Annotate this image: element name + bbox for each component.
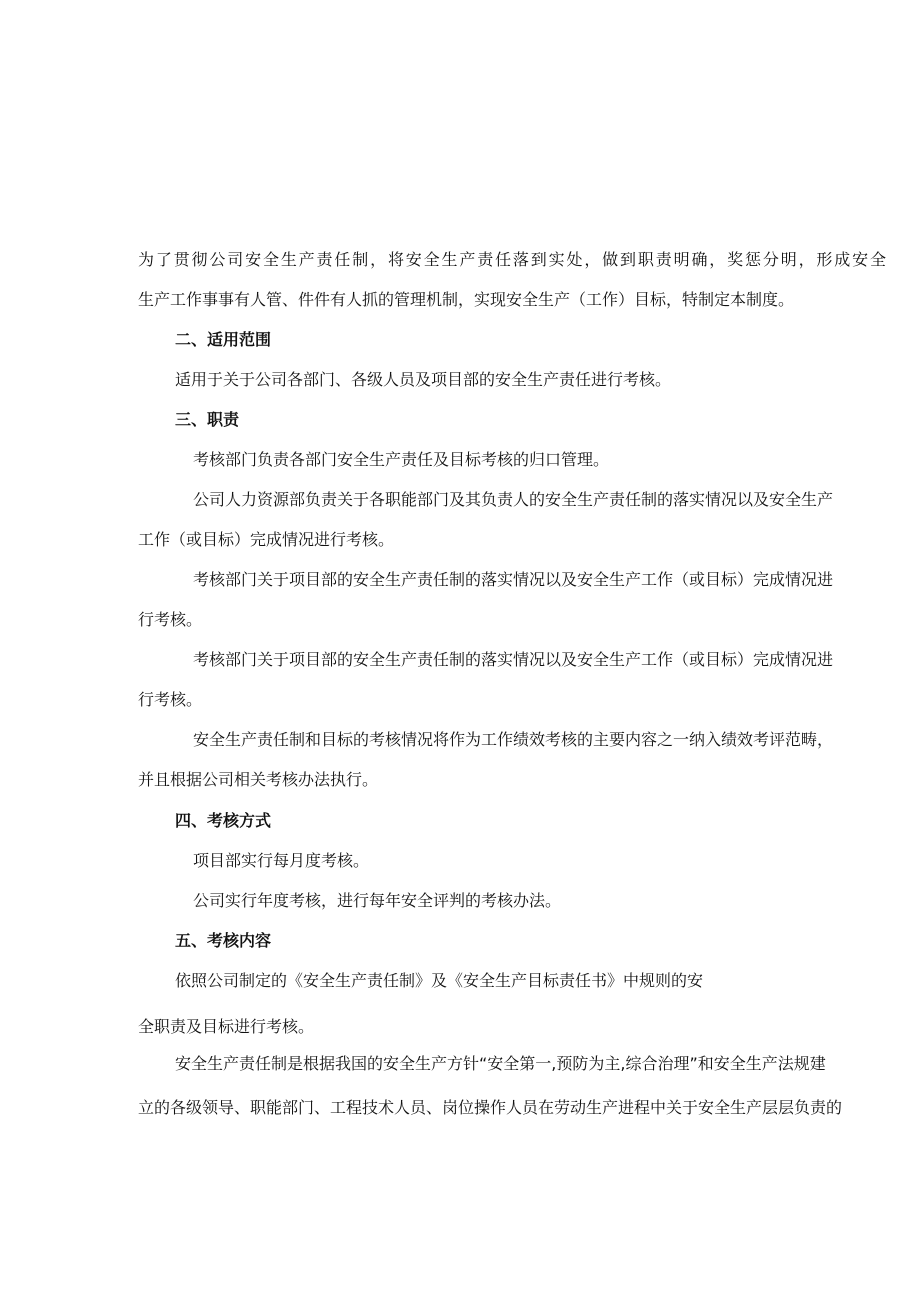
duties-paragraph-2-line-2: 工作（或目标）完成情况进行考核。 bbox=[138, 530, 395, 549]
duties-paragraph-5-line-1: 安全生产责任制和目标的考核情况将作为工作绩效考核的主要内容之一纳入绩效考评范畴， bbox=[193, 730, 834, 749]
duties-paragraph-4-line-1: 考核部门关于项目部的安全生产责任制的落实情况以及安全生产工作（或目标）完成情况进 bbox=[193, 650, 834, 669]
duties-paragraph-1: 考核部门负责各部门安全生产责任及目标考核的归口管理。 bbox=[193, 450, 610, 469]
section-heading-content: 五、考核内容 bbox=[175, 931, 272, 950]
duties-paragraph-3-line-1: 考核部门关于项目部的安全生产责任制的落实情况以及安全生产工作（或目标）完成情况进 bbox=[193, 570, 834, 589]
content-paragraph-1-line-2: 全职责及目标进行考核。 bbox=[138, 1017, 315, 1036]
section-heading-duties: 三、职责 bbox=[175, 410, 240, 429]
section-heading-method: 四、考核方式 bbox=[175, 811, 272, 830]
method-paragraph-1: 项目部实行每月度考核。 bbox=[193, 851, 370, 870]
purpose-paragraph-line-2: 生产工作事事有人管、件件有人抓的管理机制，实现安全生产（工作）目标，特制定本制度。 bbox=[138, 290, 795, 309]
duties-paragraph-5-line-2: 并且根据公司相关考核办法执行。 bbox=[138, 770, 379, 789]
duties-paragraph-2-line-1: 公司人力资源部负责关于各职能部门及其负责人的安全生产责任制的落实情况以及安全生产 bbox=[193, 490, 834, 509]
duties-paragraph-3-line-2: 行考核。 bbox=[138, 610, 203, 629]
content-paragraph-2-line-1: 安全生产责任制是根据我国的安全生产方针“安全第一,预防为主,综合治理”和安全生产法规建 bbox=[175, 1054, 826, 1073]
method-paragraph-2: 公司实行年度考核，进行每年安全评判的考核办法。 bbox=[193, 891, 562, 910]
duties-paragraph-4-line-2: 行考核。 bbox=[138, 690, 203, 709]
content-paragraph-2-line-2: 立的各级领导、职能部门、工程技术人员、岗位操作人员在劳动生产进程中关于安全生产层层负责的 bbox=[138, 1098, 843, 1117]
content-paragraph-1-line-1: 依照公司制定的《安全生产责任制》及《安全生产目标责任书》中规则的安 bbox=[175, 971, 704, 990]
scope-paragraph: 适用于关于公司各部门、各级人员及项目部的安全生产责任进行考核。 bbox=[175, 370, 672, 389]
section-heading-scope: 二、适用范围 bbox=[175, 330, 272, 349]
purpose-paragraph-line-1: 为了贯彻公司安全生产责任制，将安全生产责任落到实处，做到职责明确，奖惩分明，形成安全 bbox=[138, 250, 886, 269]
